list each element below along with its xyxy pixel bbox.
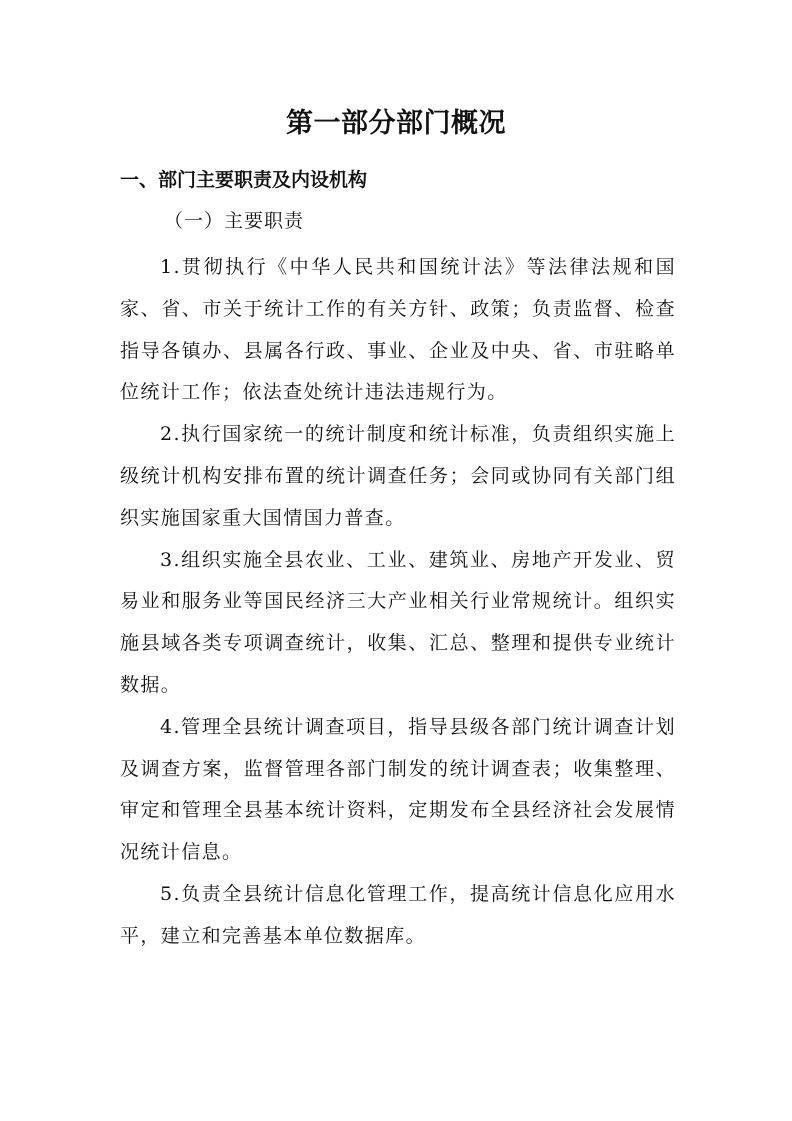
paragraph-5: 5.负责全县统计信息化管理工作，提高统计信息化应用水平，建立和完善基本单位数据库。 (120, 882, 676, 947)
subsection-heading: （一）主要职责 (164, 210, 305, 232)
document-body (120, 247, 676, 958)
paragraph-1: 1.贯彻执行《中华人民共和国统计法》等法律法规和国家、省、市关于统计工作的有关方针、政策；负责监督、检查指导各镇办、县属各行政、事业、企业及中央、省、市驻略单位统计工作；依法查处统计违法违规行为。 (120, 256, 676, 404)
page-title: 第一部分部门概况 (286, 108, 506, 139)
section-heading: 一、部门主要职责及内设机构 (120, 169, 368, 191)
paragraph-2: 2.执行国家统一的统计制度和统计标准，负责组织实施上级统计机构安排布置的统计调查任务；会同或协同有关部门组织实施国家重大国情国力普查。 (120, 423, 676, 529)
paragraph-3: 3.组织实施全县农业、工业、建筑业、房地产开发业、贸易业和服务业等国民经济三大产业相关行业常规统计。组织实施县域各类专项调查统计，收集、汇总、整理和提供专业统计数据。 (120, 548, 676, 696)
paragraph-4: 4.管理全县统计调查项目，指导县级各部门统计调查计划及调查方案，监督管理各部门制发的统计调查表；收集整理、审定和管理全县基本统计资料，定期发布全县经济社会发展情况统计信息。 (120, 715, 676, 864)
